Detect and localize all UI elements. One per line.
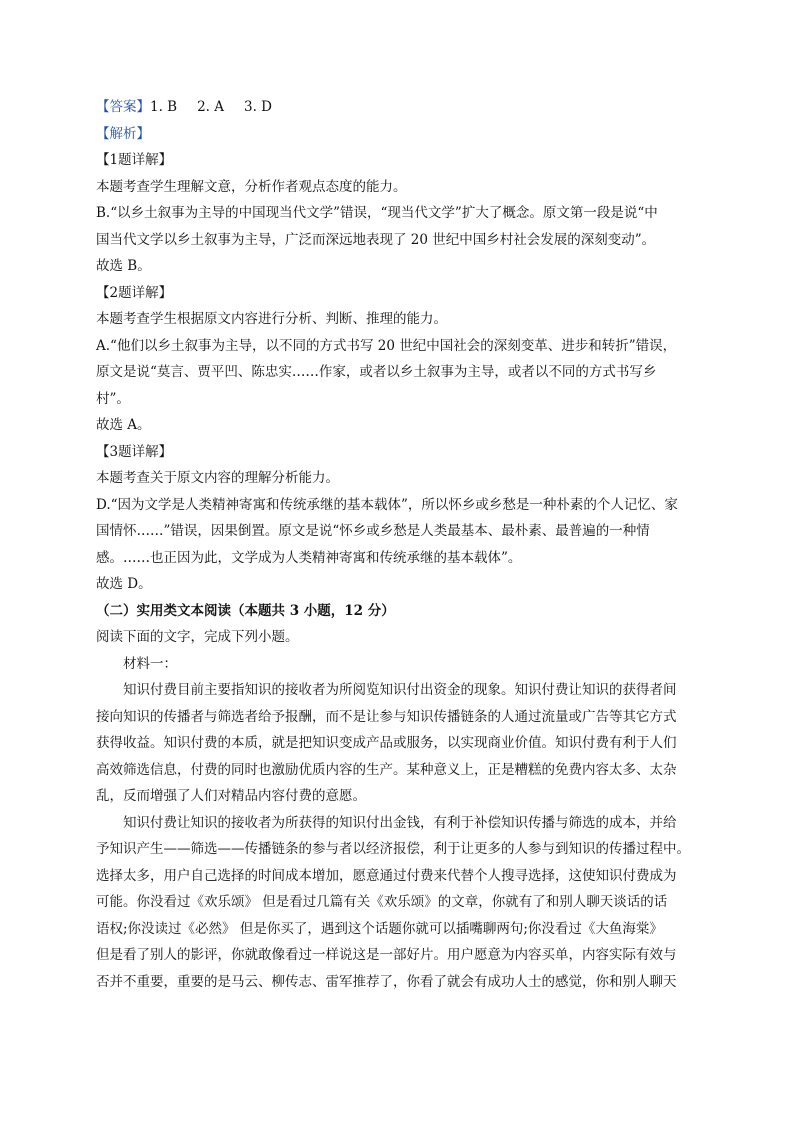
q1-line-2: 国当代文学以乡土叙事为主导，广泛而深远地表现了 20 世纪中国乡村社会发展的深刻变动”。 bbox=[96, 231, 656, 248]
q3-conclusion: 故选 D。 bbox=[96, 576, 152, 592]
q3-line-1: D.“因为文学是人类精神寄寓和传统承继的基本载体”，所以怀乡或乡愁是一种朴素的个人记忆、家 bbox=[96, 496, 678, 513]
document-page bbox=[96, 94, 706, 995]
para1-line-5: 乱，反而增强了人们对精品内容付费的意愿。 bbox=[96, 788, 366, 804]
para2-line-2: 予知识产生——筛选——传播链条的参与者以经济报偿，利于让更多的人参与到知识的传播过程中。 bbox=[96, 841, 690, 857]
section2-heading: （二）实用类文本阅读（本题共 3 小题，12 分） bbox=[96, 602, 395, 619]
para2-line-4: 可能。你没看过《欢乐颂》 但是看过几篇有关《欢乐颂》的文章，你就有了和别人聊天谈话的话 bbox=[96, 894, 668, 910]
answer-item-2: 2. A bbox=[197, 99, 225, 115]
material-label: 材料一： bbox=[123, 655, 177, 672]
para1-line-2: 接向知识的传播者与筛选者给予报酬，而不是让参与知识传播链条的人通过流量或广告等其它方式 bbox=[96, 708, 677, 725]
q3-line-3: 感。……也正因为此，文学成为人类精神寄寓和传统承继的基本载体”。 bbox=[96, 549, 522, 566]
q2-conclusion: 故选 A。 bbox=[96, 417, 151, 433]
para2-line-5: 语权;你没读过《必然》 但是你买了，遇到这个话题你就可以插嘴聊两句;你没看过《大鱼海棠》 bbox=[96, 920, 663, 937]
q2-intro: 本题考查学生根据原文内容进行分析、判断、推理的能力。 bbox=[96, 311, 447, 327]
q1-intro: 本题考查学生理解文意，分析作者观点态度的能力。 bbox=[96, 178, 407, 195]
answer-label: 【答案】 bbox=[96, 99, 150, 115]
para1-line-4: 高效筛选信息，付费的同时也激励优质内容的生产。某种意义上，正是糟糕的免费内容太多、太杂 bbox=[96, 761, 677, 778]
para1-line-1: 知识付费目前主要指知识的接收者为所阅览知识付出资金的现象。知识付费让知识的获得者间 bbox=[123, 682, 677, 698]
q3-intro: 本题考查关于原文内容的理解分析能力。 bbox=[96, 470, 339, 486]
para2-line-6: 但是看了别人的影评，你就敢像看过一样说这是一部好片。用户愿意为内容买单，内容实际有效与 bbox=[96, 947, 677, 963]
q1-conclusion: 故选 B。 bbox=[96, 258, 151, 274]
para2-line-3: 选择太多，用户自己选择的时间成本增加，愿意通过付费来代替个人搜寻选择，这使知识付费成为 bbox=[96, 867, 677, 884]
para2-line-1: 知识付费让知识的接收者为所获得的知识付出金钱，有利于补偿知识传播与筛选的成本，并给 bbox=[123, 814, 677, 831]
q2-line-3: 村”。 bbox=[96, 390, 130, 407]
answer-item-3: 3. D bbox=[244, 99, 273, 115]
q3-heading: 【3题详解】 bbox=[96, 443, 173, 460]
answer-line bbox=[96, 94, 706, 121]
q2-line-1: A.“他们以乡土叙事为主导，以不同的方式书写 20 世纪中国社会的深刻变革、进步和转折”错误， bbox=[96, 337, 677, 354]
q2-line-2: 原文是说“莫言、贾平凹、陈忠实……作家，或者以乡土叙事为主导，或者以不同的方式书写乡 bbox=[96, 364, 657, 380]
answer-item-1: 1. B bbox=[150, 99, 178, 115]
q1-heading: 【1题详解】 bbox=[96, 152, 173, 168]
para2-line-7: 否并不重要，重要的是马云、柳传志、雷军推荐了，你看了就会有成功人士的感觉，你和别人聊天 bbox=[96, 973, 677, 990]
q1-line-1: B.“以乡土叙事为主导的中国现当代文学”错误，“现当代文学”扩大了概念。原文第一段是说“中 bbox=[96, 205, 658, 221]
section2-instruction: 阅读下面的文字，完成下列小题。 bbox=[96, 629, 299, 645]
analysis-label: 【解析】 bbox=[96, 125, 150, 142]
q3-line-2: 国情怀……”错误，因果倒置。原文是说“怀乡或乡愁是人类最基本、最朴素、最普遍的一种情 bbox=[96, 523, 650, 539]
para1-line-3: 获得收益。知识付费的本质，就是把知识变成产品或服务，以实现商业价值。知识付费有利于人们 bbox=[96, 735, 677, 751]
q2-heading: 【2题详解】 bbox=[96, 284, 173, 301]
